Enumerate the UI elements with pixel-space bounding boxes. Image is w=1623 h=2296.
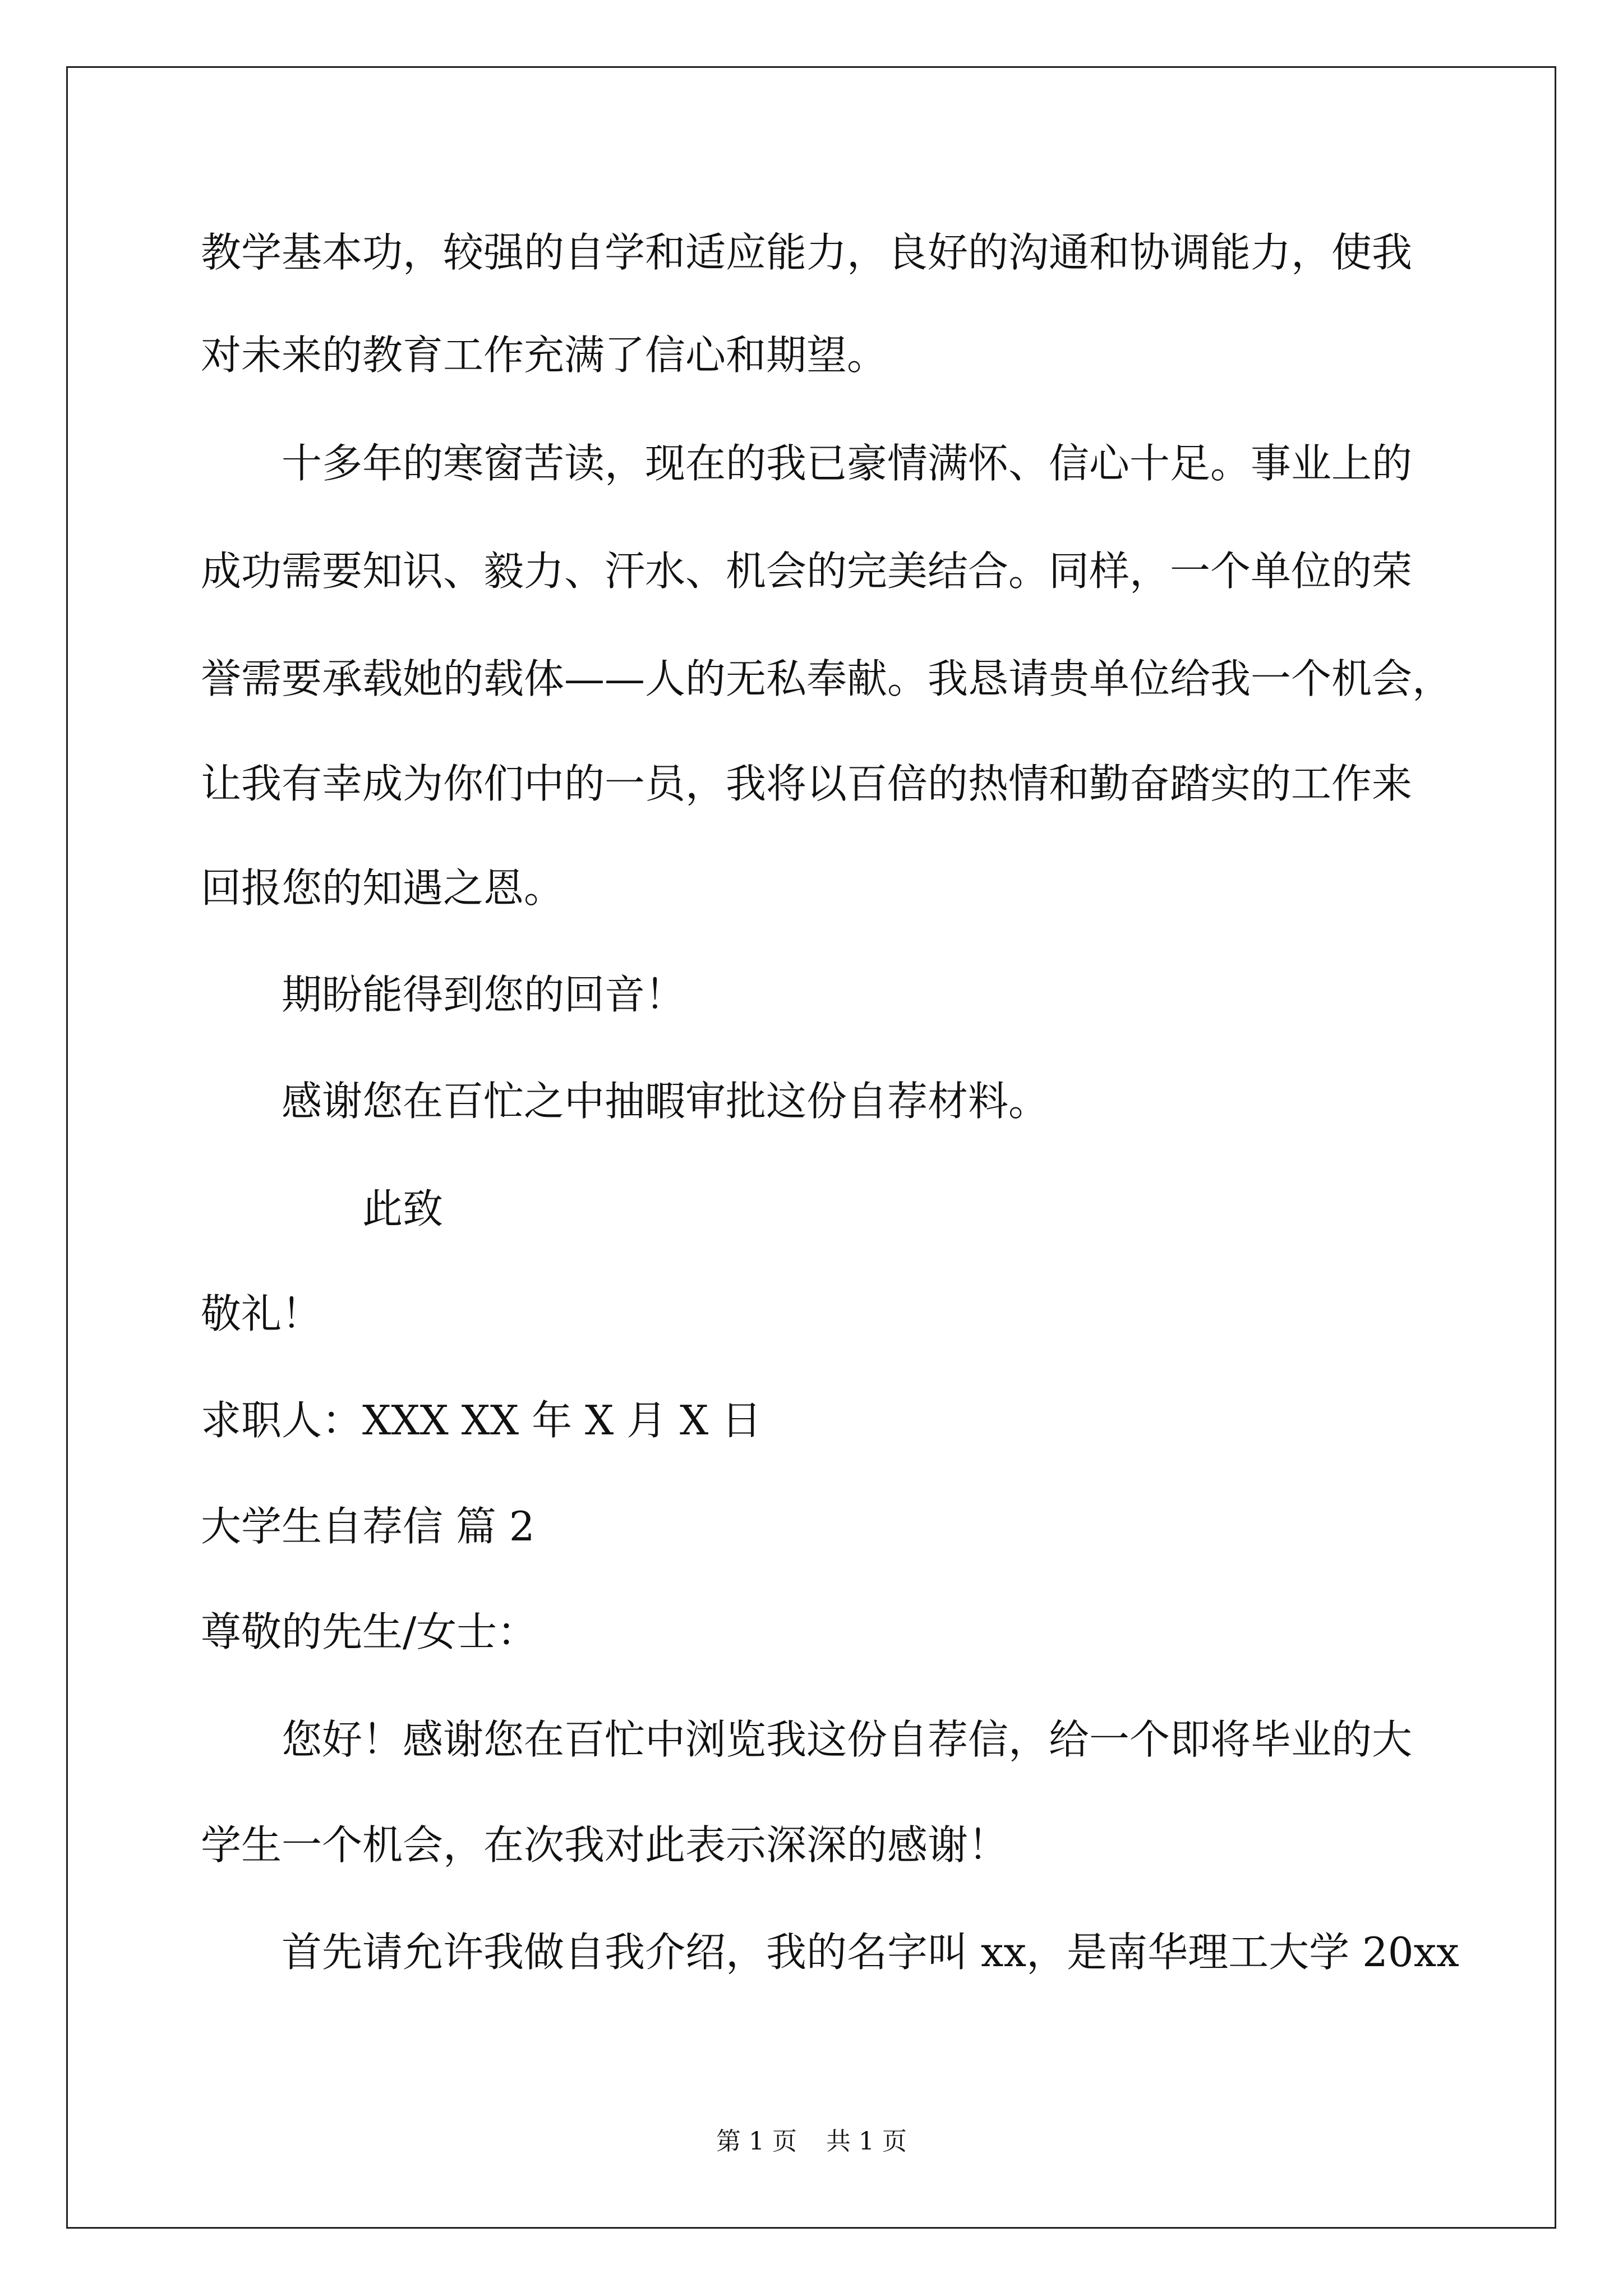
text-line: 对未来的教育工作充满了信心和期望。 (201, 332, 888, 379)
text-line: 首先请允许我做自我介绍，我的名字叫 xx，是南华理工大学 20xx (282, 1929, 1459, 1976)
text-line: 回报您的知遇之恩。 (201, 864, 565, 912)
page-total: 共 1 页 (826, 2127, 907, 2156)
greeting: 尊敬的先生/女士： (201, 1608, 538, 1655)
text-line: 您好！感谢您在百忙中浏览我这份自荐信，给一个即将毕业的大 (282, 1716, 1413, 1763)
text-line: 感谢您在百忙之中抽暇审批这份自荐材料。 (282, 1078, 1049, 1125)
page-number: 第 1 页 (716, 2127, 797, 2156)
page-footer (0, 2125, 1623, 2159)
text-line: 誉需要承载她的载体——人的无私奉献。我恳请贵单位给我一个机会， (201, 655, 1453, 702)
text-line: 教学基本功，较强的自学和适应能力，良好的沟通和协调能力，使我 (201, 229, 1413, 276)
section-title: 大学生自荐信 篇 2 (201, 1503, 535, 1550)
signature-line: 求职人：XXX XX 年 X 月 X 日 (201, 1397, 762, 1444)
page-border (66, 66, 1556, 2229)
text-line: 期盼能得到您的回音！ (282, 971, 686, 1018)
text-line: 让我有幸成为你们中的一员，我将以百倍的热情和勤奋踏实的工作来 (201, 760, 1413, 807)
text-line: 学生一个机会，在次我对此表示深深的感谢！ (201, 1821, 1009, 1869)
closing-regards: 敬礼！ (201, 1290, 322, 1337)
text-line: 十多年的寒窗苦读，现在的我已豪情满怀、信心十足。事业上的 (282, 440, 1413, 487)
text-line: 成功需要知识、毅力、汗水、机会的完美结合。同样，一个单位的荣 (201, 547, 1413, 595)
closing-salutation: 此致 (362, 1185, 444, 1232)
